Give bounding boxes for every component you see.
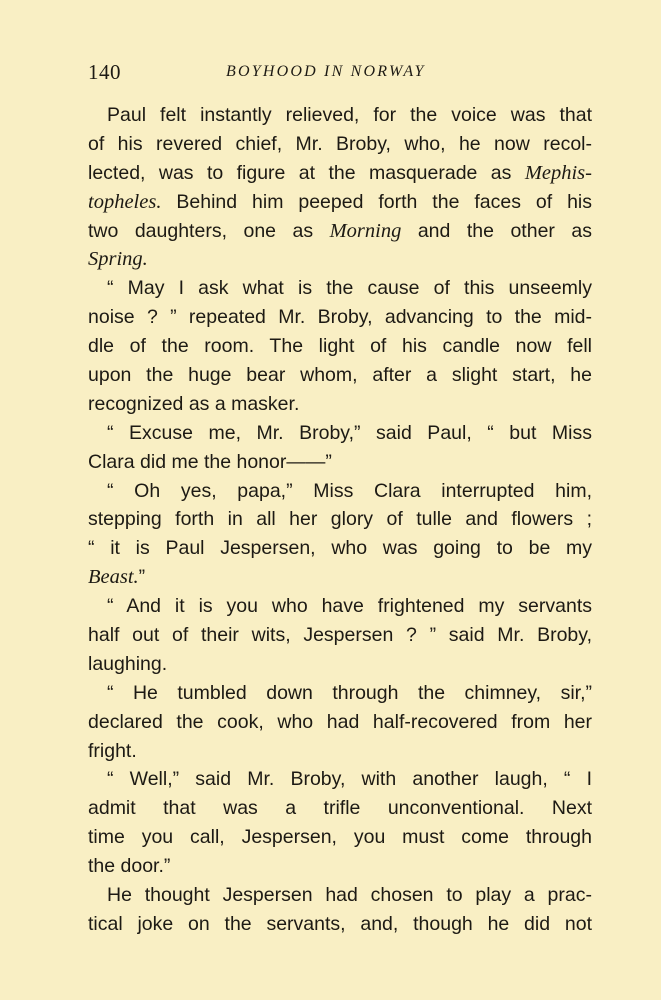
text-segment: dle of the room. The light of his candle now fell — [88, 335, 592, 358]
text-line — [88, 101, 592, 130]
text-line — [88, 650, 592, 679]
text-segment: Paul felt instantly relieved, for the voice was that — [107, 104, 592, 126]
text-segment: “ Excuse me, Mr. Broby,” said Paul, “ but Miss — [107, 421, 592, 444]
text-line — [88, 737, 592, 766]
text-line — [88, 563, 592, 592]
text-segment: “ Well,” said Mr. Broby, with another laugh, “ I — [107, 768, 592, 791]
text-segment: half out of their wits, Jespersen ? ” said Mr. Broby, — [88, 624, 592, 647]
text-segment: recognized as a masker. — [88, 392, 300, 415]
body-text — [88, 101, 592, 939]
text-segment: Clara did me the honor——” — [88, 450, 332, 473]
text-line — [88, 130, 592, 159]
text-segment: and the other as — [401, 219, 592, 242]
text-line — [88, 534, 592, 563]
text-line — [88, 708, 592, 737]
text-segment: “ Oh yes, papa,” Miss Clara interrupted him, — [107, 479, 592, 502]
text-line — [88, 765, 592, 794]
text-line — [88, 303, 592, 332]
text-line — [88, 910, 592, 939]
text-segment: “ it is Paul Jespersen, who was going to be my — [88, 537, 592, 560]
text-line — [88, 794, 592, 823]
text-line — [88, 477, 592, 506]
italic-text: Beast. — [88, 566, 139, 589]
text-line — [88, 332, 592, 361]
italic-text: topheles. — [88, 190, 162, 213]
text-line — [88, 592, 592, 621]
running-title: BOYHOOD IN NORWAY — [226, 63, 426, 80]
text-line — [88, 245, 592, 274]
italic-text: Spring. — [88, 248, 148, 271]
running-head — [88, 60, 592, 88]
text-segment: ” — [138, 566, 146, 589]
text-segment: laughing. — [88, 652, 168, 675]
page-number: 140 — [88, 60, 121, 84]
italic-text: Morning — [329, 219, 402, 242]
text-segment: “ And it is you who have frightened my servants — [107, 595, 592, 618]
text-segment: of his revered chief, Mr. Broby, who, he now recol- — [88, 132, 592, 155]
text-line — [88, 361, 592, 390]
text-line — [88, 390, 592, 419]
text-segment: fright. — [88, 739, 137, 762]
text-line — [88, 852, 592, 881]
text-segment: “ May I ask what is the cause of this unseemly — [107, 277, 592, 300]
text-segment: Behind him peeped forth the faces of his — [161, 190, 592, 213]
text-segment: two daughters, one as — [88, 219, 330, 242]
text-line — [88, 881, 592, 910]
text-line — [88, 159, 592, 188]
text-line — [88, 823, 592, 852]
text-segment: noise ? ” repeated Mr. Broby, advancing to the mid- — [88, 306, 592, 329]
text-segment: He thought Jespersen had chosen to play a prac- — [107, 884, 592, 907]
text-segment: upon the huge bear whom, after a slight start, he — [88, 364, 592, 387]
text-line — [88, 621, 592, 650]
text-segment: admit that was a trifle unconventional. Next — [88, 797, 592, 820]
text-segment: tical joke on the servants, and, though he did not — [88, 912, 592, 935]
text-segment: time you call, Jespersen, you must come through — [88, 826, 592, 849]
text-segment: the door.” — [88, 855, 171, 878]
text-segment: “ He tumbled down through the chimney, sir,” — [107, 681, 592, 704]
text-segment: declared the cook, who had half-recovered from her — [88, 710, 592, 733]
text-segment: stepping forth in all her glory of tulle and flowers ; — [88, 508, 592, 531]
text-line — [88, 188, 592, 217]
text-line — [88, 448, 592, 477]
text-line — [88, 679, 592, 708]
text-line — [88, 274, 592, 303]
text-line — [88, 217, 592, 246]
text-line — [88, 419, 592, 448]
text-segment: lected, was to figure at the masquerade as — [88, 161, 525, 184]
text-line — [88, 505, 592, 534]
italic-text: Mephis- — [524, 161, 592, 184]
